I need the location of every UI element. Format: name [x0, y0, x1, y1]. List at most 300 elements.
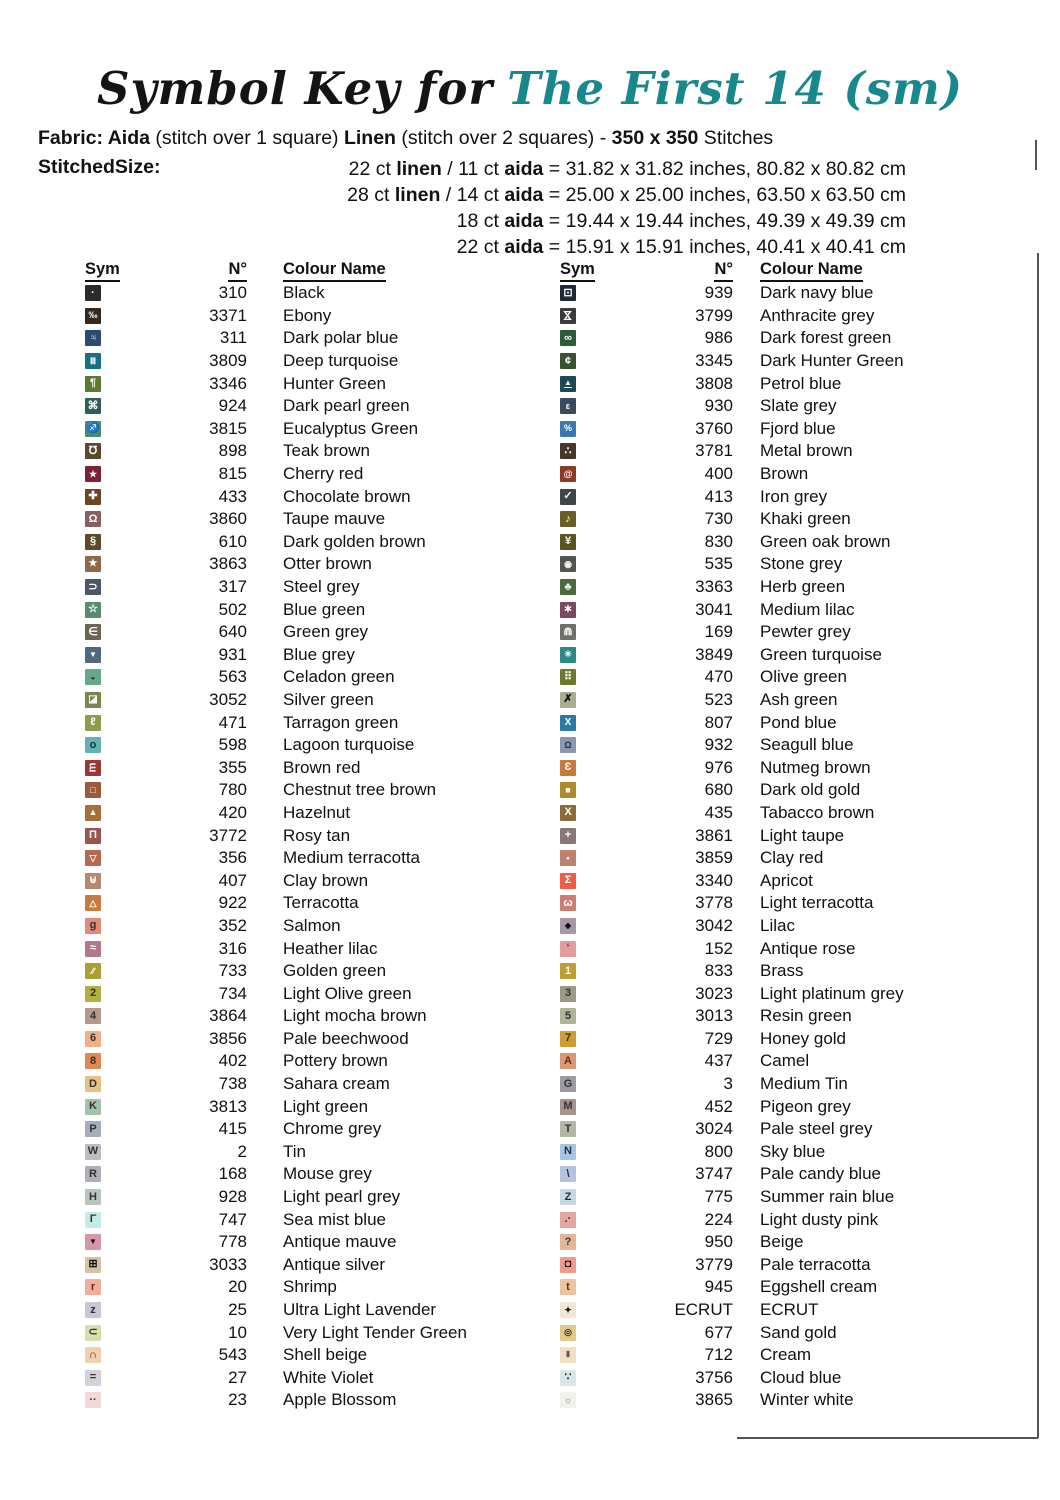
colour-number: 523	[704, 689, 733, 709]
symbol-glyph: ɛ	[565, 400, 571, 411]
colour-number: 3809	[209, 351, 247, 371]
key-row	[560, 1186, 1020, 1209]
colour-number: 3033	[209, 1254, 247, 1274]
colour-number: 815	[218, 464, 247, 484]
colour-name: Tarragon green	[283, 712, 399, 732]
colour-name: Dark old gold	[760, 780, 861, 800]
colour-number: 3772	[209, 825, 247, 845]
key-row	[85, 937, 535, 960]
colour-name: Chocolate brown	[283, 486, 411, 506]
colour-number: 3781	[695, 441, 733, 461]
colour-name: Honey gold	[760, 1028, 847, 1048]
symbol-swatch	[560, 602, 576, 618]
colour-number: 356	[218, 848, 247, 868]
colour-name: Blue grey	[283, 644, 355, 664]
symbol-swatch	[560, 669, 576, 685]
key-row	[85, 869, 535, 892]
symbol-swatch	[85, 1212, 101, 1228]
colour-name: Khaki green	[760, 509, 851, 529]
colour-number: 3864	[209, 1006, 247, 1026]
symbol-glyph: 7	[564, 1032, 572, 1045]
symbol-glyph: ∕∕	[91, 965, 95, 976]
symbol-swatch	[85, 692, 101, 708]
symbol-swatch	[560, 579, 576, 595]
key-row	[560, 1276, 1020, 1299]
colour-name: Green oak brown	[760, 531, 891, 551]
colour-name: Hazelnut	[283, 802, 351, 822]
symbol-swatch	[85, 1325, 101, 1341]
colour-number: 939	[704, 283, 733, 303]
page-rule-vertical	[1037, 253, 1039, 1438]
colour-name: Antique mauve	[283, 1232, 397, 1252]
colour-name: Antique silver	[283, 1254, 386, 1274]
key-row	[85, 982, 535, 1005]
symbol-swatch	[560, 376, 576, 392]
symbol-swatch	[85, 1099, 101, 1115]
key-row	[85, 915, 535, 938]
symbol-swatch	[85, 850, 101, 866]
colour-number: 355	[218, 757, 247, 777]
symbol-glyph: 3	[564, 987, 572, 1000]
symbol-glyph: ♪	[565, 512, 571, 525]
colour-number: 3363	[695, 577, 733, 597]
symbol-glyph: ⌘	[87, 399, 99, 412]
colour-number: 830	[704, 531, 733, 551]
symbol-glyph: •	[566, 852, 570, 863]
colour-name: Shrimp	[283, 1277, 337, 1297]
symbol-glyph: N	[564, 1145, 572, 1158]
symbol-swatch	[85, 308, 101, 324]
colour-name: Light terracotta	[760, 893, 874, 913]
symbol-glyph: ∞	[564, 331, 572, 344]
symbol-glyph: §	[89, 535, 97, 548]
colour-number: 311	[219, 328, 247, 348]
symbol-glyph: Z	[564, 1190, 572, 1203]
colour-name: Dark Hunter Green	[760, 351, 904, 371]
colour-name: Deep turquoise	[283, 351, 399, 371]
symbol-swatch	[560, 556, 576, 572]
colour-number: 712	[704, 1345, 733, 1365]
symbol-swatch	[85, 873, 101, 889]
symbol-glyph: ∵	[564, 1371, 572, 1384]
colour-name: Light dusty pink	[760, 1209, 879, 1229]
colour-number: 3856	[209, 1028, 247, 1048]
symbol-glyph: ¶	[89, 377, 97, 390]
symbol-swatch	[85, 376, 101, 392]
symbol-glyph: ◘	[564, 1258, 572, 1271]
symbol-swatch	[560, 1279, 576, 1295]
key-row	[85, 711, 535, 734]
key-row	[560, 1073, 1020, 1096]
colour-name: Steel grey	[283, 577, 360, 597]
symbol-glyph: ··	[89, 1393, 97, 1406]
colour-number: 3815	[209, 418, 247, 438]
colour-name: Heather lilac	[283, 938, 378, 958]
symbol-glyph: =	[89, 1371, 97, 1384]
colour-name: Sand gold	[760, 1322, 837, 1342]
colour-number: 2	[237, 1141, 247, 1161]
symbol-glyph: @	[563, 468, 573, 479]
header-number: N°	[586, 260, 733, 282]
symbol-glyph: +	[564, 829, 572, 842]
colour-number: 415	[218, 1119, 247, 1139]
symbol-swatch	[85, 534, 101, 550]
colour-name: Brown	[760, 464, 809, 484]
colour-name: Pigeon grey	[760, 1096, 851, 1116]
colour-number: 734	[218, 983, 247, 1003]
key-row	[560, 734, 1020, 757]
key-table-left	[85, 256, 535, 1412]
key-row	[560, 372, 1020, 395]
key-row	[85, 553, 535, 576]
symbol-glyph: Σ	[564, 874, 572, 887]
colour-name: ECRUT	[760, 1300, 819, 1320]
key-row	[85, 1231, 535, 1254]
symbol-swatch	[560, 1302, 576, 1318]
colour-number: 3813	[209, 1096, 247, 1116]
header-sym: Sym	[560, 260, 586, 282]
colour-number: 452	[704, 1096, 733, 1116]
key-row	[85, 1141, 535, 1164]
key-row	[85, 395, 535, 418]
key-row	[560, 1118, 1020, 1141]
colour-number: 470	[704, 667, 733, 687]
symbol-swatch	[560, 941, 576, 957]
symbol-swatch	[560, 353, 576, 369]
symbol-glyph: ☼	[563, 1394, 573, 1405]
symbol-glyph: Π	[89, 829, 97, 842]
colour-number: 420	[218, 802, 247, 822]
colour-number: 3345	[695, 351, 733, 371]
key-row	[85, 621, 535, 644]
symbol-swatch	[85, 782, 101, 798]
colour-name: Clay red	[760, 848, 824, 868]
symbol-swatch	[85, 1008, 101, 1024]
colour-number: 3	[723, 1074, 733, 1094]
key-row	[560, 1163, 1020, 1186]
key-row	[85, 1208, 535, 1231]
stitched-size-line: 28 ct linen / 14 ct aida = 25.00 x 25.00 inches, 63.50 x 63.50 cm	[347, 184, 906, 206]
colour-name: Medium terracotta	[283, 848, 420, 868]
symbol-glyph: W	[87, 1145, 99, 1158]
symbol-swatch	[85, 986, 101, 1002]
symbol-swatch	[560, 850, 576, 866]
colour-number: 833	[704, 961, 733, 981]
key-row	[85, 598, 535, 621]
key-row	[85, 1344, 535, 1367]
symbol-swatch	[85, 828, 101, 844]
symbol-glyph: ·	[91, 286, 95, 299]
key-row	[560, 960, 1020, 983]
symbol-swatch	[560, 489, 576, 505]
symbol-swatch	[560, 285, 576, 301]
symbol-swatch	[85, 669, 101, 685]
symbol-glyph: ?	[564, 1235, 572, 1248]
key-row	[560, 1208, 1020, 1231]
colour-number: 976	[704, 757, 733, 777]
colour-name: Ebony	[283, 305, 332, 325]
colour-number: 3799	[695, 305, 733, 325]
colour-number: 924	[218, 396, 247, 416]
symbol-glyph: ▽	[89, 852, 97, 863]
symbol-glyph: ℓ	[90, 716, 96, 729]
symbol-swatch	[85, 511, 101, 527]
colour-number: 400	[704, 464, 733, 484]
symbol-swatch	[85, 556, 101, 572]
colour-number: 433	[218, 486, 247, 506]
colour-name: Black	[283, 283, 325, 303]
key-row	[560, 802, 1020, 825]
symbol-swatch	[560, 1099, 576, 1115]
header-number: N°	[111, 260, 247, 282]
header-sym: Sym	[85, 260, 111, 282]
colour-name: Seagull blue	[760, 735, 854, 755]
page-rule-tick	[1035, 140, 1037, 170]
colour-name: Antique rose	[760, 938, 856, 958]
key-row	[560, 1321, 1020, 1344]
symbol-glyph: ⊂	[88, 1326, 98, 1339]
symbol-swatch	[85, 330, 101, 346]
colour-number: 407	[218, 870, 247, 890]
symbol-glyph: ■	[565, 784, 571, 795]
symbol-swatch	[85, 647, 101, 663]
symbol-swatch	[85, 398, 101, 414]
symbol-glyph: P	[89, 1122, 97, 1135]
colour-name: Pale steel grey	[760, 1119, 873, 1139]
key-row	[85, 960, 535, 983]
colour-number: 535	[704, 554, 733, 574]
colour-name: White Violet	[283, 1367, 374, 1387]
symbol-swatch	[85, 624, 101, 640]
colour-name: Light taupe	[760, 825, 845, 845]
key-row	[85, 350, 535, 373]
colour-name: Winter white	[760, 1390, 854, 1410]
colour-name: Light platinum grey	[760, 983, 904, 1003]
colour-name: Taupe mauve	[283, 509, 386, 529]
symbol-swatch	[560, 737, 576, 753]
colour-number: 3808	[695, 373, 733, 393]
key-row	[560, 1231, 1020, 1254]
table-header	[560, 256, 1020, 282]
symbol-glyph: ▼	[89, 649, 97, 659]
key-row	[560, 824, 1020, 847]
key-row	[560, 463, 1020, 486]
symbol-swatch	[85, 941, 101, 957]
symbol-swatch	[85, 1121, 101, 1137]
key-row	[560, 847, 1020, 870]
key-row	[85, 1028, 535, 1051]
symbol-swatch	[560, 443, 576, 459]
symbol-swatch	[85, 1166, 101, 1182]
colour-name: Lagoon turquoise	[283, 735, 415, 755]
symbol-glyph: H	[89, 1190, 97, 1203]
symbol-glyph: ⊎	[88, 874, 98, 887]
symbol-glyph: \	[566, 1167, 570, 1180]
colour-name: Mouse grey	[283, 1164, 372, 1184]
colour-name: Salmon	[283, 915, 341, 935]
key-row	[85, 531, 535, 554]
colour-name: Cherry red	[283, 464, 364, 484]
colour-name: Chrome grey	[283, 1119, 382, 1139]
symbol-glyph: Χ	[564, 806, 572, 819]
key-row	[560, 1095, 1020, 1118]
symbol-glyph: r	[90, 1280, 96, 1293]
key-row	[560, 1299, 1020, 1322]
colour-number: 435	[704, 802, 733, 822]
key-row	[85, 892, 535, 915]
symbol-swatch	[560, 647, 576, 663]
symbol-swatch	[85, 1053, 101, 1069]
colour-number: 3778	[695, 893, 733, 913]
symbol-glyph: ω	[563, 896, 573, 909]
page-title-main: Symbol Key for	[96, 62, 494, 115]
colour-number: 3052	[209, 689, 247, 709]
key-row	[560, 689, 1020, 712]
symbol-glyph: Γ	[89, 1213, 97, 1226]
key-row	[85, 644, 535, 667]
key-row	[85, 1163, 535, 1186]
colour-number: 640	[218, 622, 247, 642]
symbol-glyph: Ω	[88, 512, 98, 525]
symbol-glyph: R	[89, 1167, 97, 1180]
key-row	[560, 327, 1020, 350]
key-row	[85, 305, 535, 328]
colour-name: Terracotta	[283, 893, 359, 913]
symbol-swatch	[85, 805, 101, 821]
colour-number: 402	[218, 1051, 247, 1071]
colour-name: Olive green	[760, 667, 847, 687]
symbol-glyph: K	[89, 1100, 97, 1113]
colour-number: 733	[218, 961, 247, 981]
key-row	[560, 756, 1020, 779]
symbol-swatch	[85, 760, 101, 776]
colour-number: 780	[218, 780, 247, 800]
key-row	[560, 440, 1020, 463]
colour-name: Metal brown	[760, 441, 853, 461]
symbol-swatch	[85, 1302, 101, 1318]
page-rule-horizontal	[737, 1437, 1038, 1439]
symbol-glyph: T	[564, 1122, 572, 1135]
symbol-glyph: ✦	[564, 1304, 572, 1315]
stitched-size-lines	[154, 156, 906, 260]
symbol-swatch	[85, 1347, 101, 1363]
colour-name: Ash green	[760, 689, 838, 709]
colour-name: Brown red	[283, 757, 361, 777]
symbol-swatch	[560, 534, 576, 550]
colour-name: Sky blue	[760, 1141, 826, 1161]
colour-number: 3779	[695, 1254, 733, 1274]
colour-name: Light green	[283, 1096, 369, 1116]
colour-number: 413	[704, 486, 733, 506]
colour-number: 543	[218, 1345, 247, 1365]
symbol-swatch	[560, 624, 576, 640]
symbol-swatch	[560, 1325, 576, 1341]
symbol-swatch	[560, 1212, 576, 1228]
colour-number: 945	[704, 1277, 733, 1297]
colour-name: Eucalyptus Green	[283, 418, 419, 438]
symbol-swatch	[85, 579, 101, 595]
symbol-glyph: M	[563, 1100, 573, 1113]
colour-name: Golden green	[283, 961, 387, 981]
symbol-swatch	[560, 398, 576, 414]
key-row	[560, 350, 1020, 373]
stitched-size-line: 22 ct aida = 15.91 x 15.91 inches, 40.41 x 40.41 cm	[456, 236, 906, 258]
colour-number: 224	[704, 1209, 733, 1229]
colour-name: Slate grey	[760, 396, 837, 416]
colour-number: 20	[228, 1277, 247, 1297]
symbol-swatch	[85, 1392, 101, 1408]
header-colour-name: Colour Name	[760, 260, 1020, 282]
colour-number: 800	[704, 1141, 733, 1161]
colour-number: 10	[228, 1322, 247, 1342]
colour-name: Medium Tin	[760, 1074, 848, 1094]
colour-number: 677	[704, 1322, 733, 1342]
symbol-glyph: ✗	[563, 693, 573, 706]
symbol-swatch	[85, 715, 101, 731]
symbol-glyph: Ⅱ	[566, 1350, 570, 1360]
key-row	[560, 1050, 1020, 1073]
colour-name: Nutmeg brown	[760, 757, 871, 777]
key-row	[560, 553, 1020, 576]
key-row	[85, 756, 535, 779]
symbol-glyph: ≈	[89, 942, 97, 955]
key-row	[85, 689, 535, 712]
colour-number: 778	[218, 1232, 247, 1252]
colour-name: Hunter Green	[283, 373, 386, 393]
colour-name: Dark pearl green	[283, 396, 410, 416]
colour-number: 598	[218, 735, 247, 755]
key-row	[85, 508, 535, 531]
page-title	[0, 62, 1060, 115]
symbol-glyph: ⊡	[563, 286, 573, 299]
symbol-swatch	[85, 1234, 101, 1250]
key-row	[85, 1073, 535, 1096]
symbol-glyph: ◎	[564, 1327, 572, 1338]
symbol-swatch	[560, 895, 576, 911]
key-table-right	[560, 256, 1020, 1412]
symbol-glyph: ⋒	[563, 625, 573, 638]
symbol-swatch	[85, 1279, 101, 1295]
colour-name: Herb green	[760, 577, 846, 597]
colour-number: 3041	[695, 599, 733, 619]
colour-number: 3340	[695, 870, 733, 890]
colour-name: Green turquoise	[760, 644, 882, 664]
symbol-swatch	[560, 1189, 576, 1205]
key-row	[560, 1141, 1020, 1164]
symbol-glyph: 5	[564, 1009, 572, 1022]
symbol-glyph: ⊞	[88, 1258, 98, 1271]
key-row	[560, 282, 1020, 305]
symbol-swatch	[560, 1392, 576, 1408]
symbol-glyph: ℧	[88, 444, 98, 457]
key-row	[85, 1321, 535, 1344]
key-row	[85, 779, 535, 802]
colour-number: 3863	[209, 554, 247, 574]
key-row	[560, 1028, 1020, 1051]
symbol-swatch	[560, 511, 576, 527]
symbol-swatch	[560, 692, 576, 708]
colour-name: Tabacco brown	[760, 802, 875, 822]
colour-name: Medium lilac	[760, 599, 855, 619]
colour-number: 437	[704, 1051, 733, 1071]
symbol-glyph: g	[89, 919, 97, 932]
colour-name: Cream	[760, 1345, 812, 1365]
symbol-glyph: 4	[89, 1009, 97, 1022]
symbol-glyph: □	[90, 784, 96, 795]
symbol-glyph: Ⅲ	[89, 355, 97, 366]
colour-number: 3024	[695, 1119, 733, 1139]
colour-name: Beige	[760, 1232, 804, 1252]
